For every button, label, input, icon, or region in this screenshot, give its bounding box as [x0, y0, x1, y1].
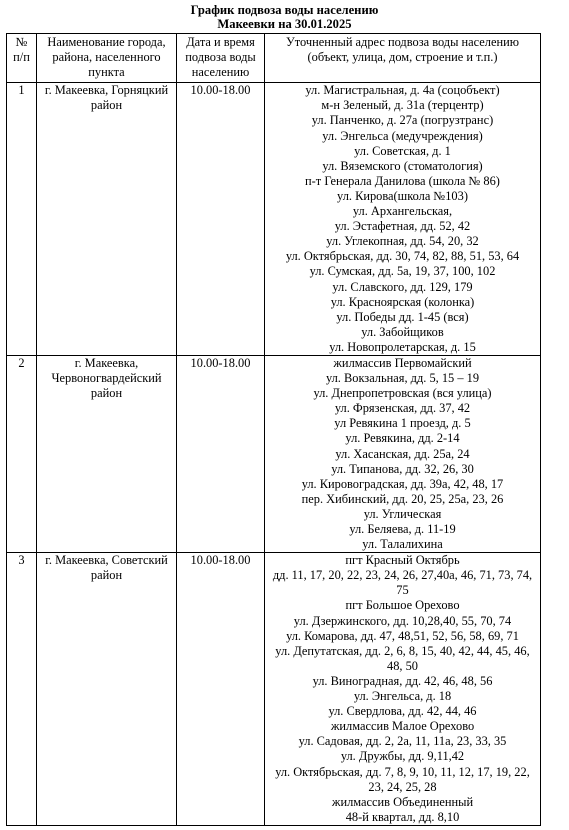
address-line: ул. Углекопная, дд. 54, 20, 32: [326, 234, 479, 249]
address-line: ул. Сумская, дд. 5а, 19, 37, 100, 102: [309, 264, 496, 279]
address-line: п-т Генерала Данилова (школа № 86): [305, 173, 500, 188]
address-line: ул. Углическая: [363, 506, 442, 521]
address-line: ул. Депутатская, дд. 2, 6, 8, 15, 40, 42, 44, 45, 46, 48, 50: [275, 643, 530, 673]
address-line: ул. Октябрьская, дд. 7, 8, 9, 10, 11, 12, 17, 19, 22, 23, 24, 25, 28: [275, 764, 530, 794]
address-line: ул. Красноярская (колонка): [330, 294, 475, 309]
row-district: г. Макеевка, Горняцкий район: [37, 83, 177, 356]
address-line: ул. Забойщиков: [361, 324, 444, 339]
row-number: 3: [7, 553, 37, 826]
address-line: ул. Кирова(школа №103): [337, 188, 468, 203]
address-line: ул. Дзержинского, дд. 10,28,40, 55, 70, 74: [293, 613, 512, 628]
address-line: ул. Беляева, д. 11-19: [349, 522, 456, 536]
row-number: 1: [7, 83, 37, 356]
address-line: ул. Дружбы, дд. 9,11,42: [340, 749, 465, 764]
address-line: ул. Энгельса, д. 18: [353, 689, 452, 704]
address-line: ул. Свердлова, дд. 42, 44, 46: [328, 704, 477, 719]
address-line: ул. Энгельса (медучреждения): [322, 128, 483, 143]
document-title: [0, 3, 569, 31]
address-line: ул. Комарова, дд. 47, 48,51, 52, 56, 58, 69, 71: [286, 628, 519, 643]
header-number: № п/п: [7, 34, 37, 83]
address-line: ул. Хасанская, дд. 25а, 24: [335, 446, 470, 461]
title-line-2: Макеевки на 30.01.2025: [217, 17, 352, 31]
row-time: 10.00-18.00: [177, 83, 265, 356]
row-number: 2: [7, 355, 37, 552]
address-line: ул. Талалихина: [362, 537, 443, 552]
title-line-1: График подвоза воды населению: [190, 3, 379, 17]
address-line: ул. Славского, дд. 129, 179: [332, 279, 473, 294]
water-delivery-table: [6, 33, 541, 826]
row-addresses: [265, 553, 541, 826]
address-line: ул. Панченко, д. 27а (погрузтранс): [311, 113, 494, 128]
row-district: г. Макеевка, Советский район: [37, 553, 177, 826]
row-addresses: [265, 83, 541, 356]
row-district: г. Макеевка, Червоногвардейский район: [37, 355, 177, 552]
address-line: пер. Хибинский, дд. 20, 25, 25а, 23, 26: [301, 491, 504, 506]
address-line: ул. Магистральная, д. 4а (соцобъект): [305, 83, 500, 98]
header-district: Наименование города, района, населенного пункта: [37, 34, 177, 83]
address-line: жилмассив Первомайский: [333, 355, 472, 370]
table-row: [7, 83, 541, 356]
address-line: ул. Победы дд. 1-45 (вся): [336, 309, 469, 324]
address-line: ул. Советская, д. 1: [354, 143, 451, 158]
address-line: ул. Садовая, дд. 2, 2а, 11, 11а, 23, 33, 35: [298, 734, 507, 749]
address-line: ул. Ревякина, дд. 2-14: [345, 431, 460, 446]
address-line: ул. Новопролетарская, д. 15: [329, 339, 476, 354]
address-line: ул. Архангельская,: [352, 204, 453, 219]
address-line: ул. Фрязенская, дд. 37, 42: [334, 401, 471, 416]
table-header-row: [7, 34, 541, 83]
address-line: ул. Кировоградская, дд. 39а, 42, 48, 17: [301, 476, 504, 491]
address-line: жилмассив Малое Орехово: [330, 719, 475, 734]
address-line: пгт Красный Октябрь: [345, 553, 460, 568]
address-line: пгт Большое Орехово: [345, 598, 460, 613]
row-addresses: [265, 355, 541, 552]
address-line: дд. 11, 17, 20, 22, 23, 24, 26, 27,40а, 46, 71, 73, 74, 75: [272, 568, 533, 598]
address-line: м-н Зеленый, д. 31а (терцентр): [321, 98, 484, 113]
address-line: ул. Виноградная, дд. 42, 46, 48, 56: [312, 673, 493, 688]
address-line: ул. Вокзальная, дд. 5, 15 – 19: [325, 371, 480, 386]
address-line: ул. Вяземского (стоматология): [322, 158, 483, 173]
table-row: [7, 355, 541, 552]
address-line: ул. Эстафетная, дд. 52, 42: [334, 219, 471, 234]
address-line: жилмассив Объединенный: [331, 794, 474, 809]
table-row: [7, 553, 541, 826]
header-time: Дата и время подвоза воды населению: [177, 34, 265, 83]
address-line: 48-й квартал, дд. 8,10: [345, 809, 460, 824]
address-line: ул. Октябрьская, дд. 30, 74, 82, 88, 51, 53, 64: [285, 249, 520, 264]
address-line: ул Ревякина 1 проезд, д. 5: [334, 416, 471, 431]
address-line: ул. Днепропетровская (вся улица): [313, 386, 492, 401]
row-time: 10.00-18.00: [177, 355, 265, 552]
address-line: ул. Типанова, дд. 32, 26, 30: [331, 461, 474, 476]
row-time: 10.00-18.00: [177, 553, 265, 826]
header-address: Уточненный адрес подвоза воды населению (объект, улица, дом, строение и т.п.): [265, 34, 541, 83]
